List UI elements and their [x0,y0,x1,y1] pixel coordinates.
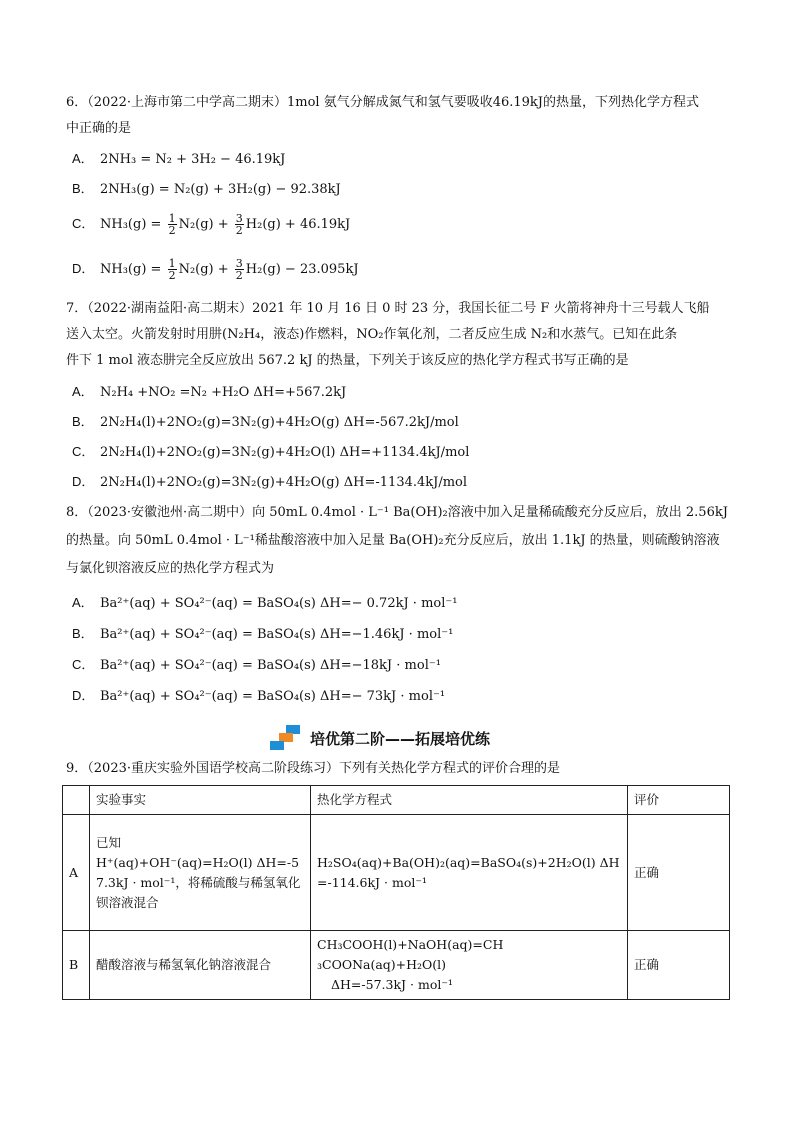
fact-cell: 醋酸溶液与稀氢氧化钠溶液混合 [90,931,311,1000]
equation-cell [311,815,628,931]
option-text: Ba²⁺(aq) + SO₄²⁻(aq) = BaSO₄(s) ΔH=− 73kJ · mol⁻¹ [100,689,446,704]
option-label: C． [72,657,95,672]
option-label: A． [72,595,94,610]
table-header: 热化学方程式 [311,786,628,815]
table-row [63,931,730,1000]
section-banner [270,724,490,752]
q8-stem-line1: 8．（2023·安徽池州·高二期中）向 50mL 0.4mol · L⁻¹ Ba(OH)₂溶液中加入足量稀硫酸充分反应后，放出 2.56kJ [66,505,728,520]
equation-rhs: H₂(g) + 46.19kJ [245,217,351,232]
option-label: C． [72,444,95,459]
q7-stem-line2: 送入太空。火箭发射时用肼(N₂H₄，液态)作燃料，NO₂作氧化剂，二者反应生成 N₂和水蒸气。已知在此条 [66,327,678,342]
fact-line: 钡溶液混合 [96,894,159,910]
table-header: 实验事实 [90,786,311,815]
table-row [63,815,730,931]
option-text: Ba²⁺(aq) + SO₄²⁻(aq) = BaSO₄(s) ΔH=− 0.72kJ · mol⁻¹ [100,596,458,611]
fraction-three-halves: $\frac{3}{2}$ [235,257,243,282]
option-text: 2N₂H₄(l)+2NO₂(g)=3N₂(g)+4H₂O(l) ΔH=+1134.4kJ/mol [100,445,470,460]
q7-option-d[interactable] [72,473,467,492]
evaluation-cell: 正确 [628,931,730,1000]
option-text: N₂H₄ +NO₂ =N₂ +H₂O ΔH=+567.2kJ [100,385,347,400]
q7-option-b[interactable] [72,413,459,432]
option-label: B． [72,414,94,429]
fraction-one-half: $\frac{1}{2}$ [168,212,176,237]
q6-stem-line2: 中正确的是 [66,121,132,136]
q8-option-a[interactable] [72,594,457,613]
option-label: C． [72,216,95,231]
q8-option-d[interactable] [72,687,445,706]
row-label: A [63,815,90,931]
evaluation-table [62,785,730,1000]
fact-line: 7.3kJ · mol⁻¹，将稀硫酸与稀氢氧化 [96,874,301,890]
equation-lhs: NH₃(g) = [100,217,162,232]
table-header [63,786,90,815]
equation-line: CH₃COOH(l)+NaOH(aq)=CH ₃COONa(aq)+H₂O(l) [317,937,504,972]
equation-rhs: H₂(g) − 23.095kJ [245,262,359,277]
option-label: D． [72,474,95,489]
option-label: B． [72,181,94,196]
q6-option-c[interactable] [72,213,350,236]
q8-stem-line3: 与氯化钡溶液反应的热化学方程式为 [66,561,275,576]
q7-option-c[interactable] [72,443,469,462]
q8-stem-line2: 的热量。向 50mL 0.4mol · L⁻¹稀盐酸溶液中加入足量 Ba(OH)₂充分反应后，放出 1.1kJ 的热量，则硫酸钠溶液 [66,533,720,548]
q8-option-c[interactable] [72,656,441,675]
option-text: 2N₂H₄(l)+2NO₂(g)=3N₂(g)+4H₂O(g) ΔH=-1134.4kJ/mol [100,475,468,490]
table-header: 评价 [628,786,730,815]
equation-line: H₂SO₄(aq)+Ba(OH)₂(aq)=BaSO₄(s)+2H₂O(l) ΔH [317,854,620,870]
q6-option-a[interactable] [72,150,285,169]
row-label: B [63,931,90,1000]
fact-line: H⁺(aq)+OH⁻(aq)=H₂O(l) ΔH=-5 [96,854,300,870]
table-header-row [63,786,730,815]
option-text: Ba²⁺(aq) + SO₄²⁻(aq) = BaSO₄(s) ΔH=−1.46kJ · mol⁻¹ [100,627,454,642]
option-text: 2N₂H₄(l)+2NO₂(g)=3N₂(g)+4H₂O(g) ΔH=-567.2kJ/mol [100,415,459,430]
fact-line: 已知 [96,834,122,850]
fraction-three-halves: $\frac{3}{2}$ [235,212,243,237]
equation-line: ΔH=-57.3kJ · mol⁻¹ [331,977,453,992]
blocks-icon [270,725,304,751]
q7-option-a[interactable] [72,383,346,402]
option-label: B． [72,626,94,641]
q9-stem-line1: 9．（2023·重庆实验外国语学校高二阶段练习）下列有关热化学方程式的评价合理的是 [66,761,560,776]
q6-stem-line1: 6．（2022·上海市第二中学高二期末）1mol 氨气分解成氮气和氢气要吸收46.19kJ的热量，下列热化学方程式 [66,95,700,110]
q6-option-d[interactable] [72,258,359,281]
option-label: D． [72,261,95,276]
option-text: 2NH₃(g) = N₂(g) + 3H₂(g) − 92.38kJ [100,182,341,197]
equation-mid: N₂(g) + [178,217,229,232]
option-text: Ba²⁺(aq) + SO₄²⁻(aq) = BaSO₄(s) ΔH=−18kJ · mol⁻¹ [100,658,441,673]
q6-option-b[interactable] [72,180,341,199]
fact-cell [90,815,311,931]
equation-line: =-114.6kJ · mol⁻¹ [317,874,427,890]
section-title: 培优第二阶——拓展培优练 [310,729,491,748]
equation-lhs: NH₃(g) = [100,262,162,277]
evaluation-cell: 正确 [628,815,730,931]
q8-option-b[interactable] [72,625,453,644]
equation-mid: N₂(g) + [178,262,229,277]
option-label: A． [72,151,94,166]
option-text: 2NH₃ = N₂ + 3H₂ − 46.19kJ [100,152,286,167]
option-label: D． [72,688,95,703]
fraction-one-half: $\frac{1}{2}$ [168,257,176,282]
q7-stem-line3: 件下 1 mol 液态肼完全反应放出 567.2 kJ 的热量，下列关于该反应的热化学方程式书写正确的是 [66,353,629,368]
option-label: A． [72,384,94,399]
q7-stem-line1: 7．（2022·湖南益阳·高二期末）2021 年 10 月 16 日 0 时 23 分，我国长征二号 F 火箭将神舟十三号载人飞船 [66,301,710,316]
equation-cell [311,931,628,1000]
